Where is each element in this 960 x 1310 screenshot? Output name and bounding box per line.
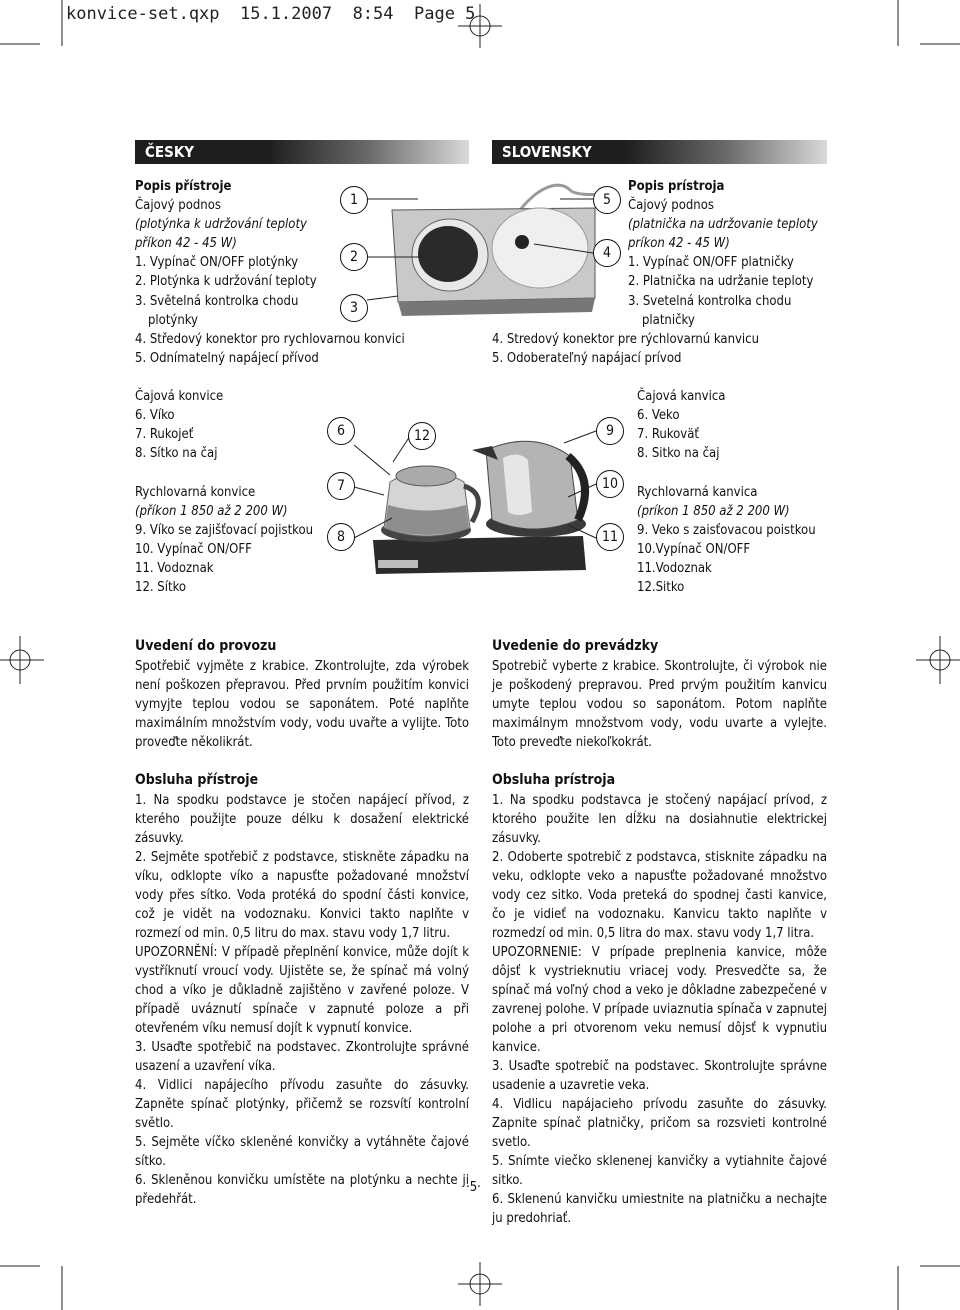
list-item: (platnička na udržovanie teploty bbox=[628, 217, 818, 233]
list-item: 10.Vypínač ON/OFF bbox=[637, 542, 751, 558]
kettle-parts-sk bbox=[637, 483, 816, 598]
list-item: 7. Rukoväť bbox=[637, 427, 699, 443]
instruction-paragraph: 5. Snímte viečko sklenenej kanvičky a vytiahnite čajové sitko. bbox=[492, 1154, 827, 1188]
callout-9: 9 bbox=[596, 417, 624, 445]
list-item: příkon 42 - 45 W) bbox=[135, 236, 237, 252]
language-label: ČESKY bbox=[145, 143, 195, 161]
instruction-paragraph: 2. Odoberte spotrebič z podstavca, stisknite západku na veku, odklopte veko a napusťte požadované množstvo vody cez sitko. Voda preteká do spodnej časti kanvice, čo je vidieť na vodoznaku. Kanvicu takto naplňte v rozmedzí od min. 0,5 litra do max. stavu vody 1,7 litra. bbox=[492, 850, 827, 941]
setup-section-cs bbox=[135, 637, 469, 752]
callout-6: 6 bbox=[327, 417, 355, 445]
setup-text: Spotřebič vyjměte z krabice. Zkontrolujte, zda výrobek není poškozen přepravou. Před prvním použitím konvici vymyjte teplou vodou se saponátem. Poté naplňte maximálním množstvím vody, vodu uvařte a vylijte. Toto proveďte několikrát. bbox=[135, 659, 469, 750]
instruction-paragraph: 1. Na spodku podstavce je stočen napájecí přívod, z kterého použijte pouze délku k dosažení elektrické zásuvky. bbox=[135, 793, 469, 846]
list-item: 3. Světelná kontrolka chodu bbox=[135, 293, 299, 309]
list-item: 4. Středový konektor pro rychlovarnou konvici bbox=[135, 331, 405, 347]
list-item: 1. Vypínač ON/OFF platničky bbox=[628, 255, 794, 271]
instruction-paragraph: 2. Sejměte spotřebič z podstavce, stiskněte západku na víku, odklopte víko a napusťte požadované množství vody přes sítko. Voda protéká do spodní části konvice, což je vidět na vodoznaku. Konvici takto naplňte v rozmezí od min. 0,5 litru do max. stavu vody 1,7 litru. bbox=[135, 850, 469, 941]
instruction-paragraph: 3. Usaďte spotrebič na podstavec. Skontrolujte správne usadenie a uzavretie veka. bbox=[492, 1059, 827, 1093]
list-item: Čajová kanvica bbox=[637, 389, 726, 404]
instruction-paragraph: 3. Usaďte spotřebič na podstavec. Zkontrolujte správné usazení a uzavření víka. bbox=[135, 1040, 469, 1074]
list-item: 3. Svetelná kontrolka chodu bbox=[628, 293, 792, 309]
section-heading: Popis prístroja bbox=[628, 179, 725, 194]
list-item: 5. Odoberateľný napájací prívod bbox=[492, 351, 682, 367]
list-item: 5. Odnímatelný napájecí přívod bbox=[135, 350, 319, 366]
list-item: 2. Plotýnka k udržování teploty bbox=[135, 274, 317, 290]
list-item: 6. Veko bbox=[637, 408, 680, 424]
instruction-paragraph: 1. Na spodku podstavca je stočený napájací prívod, z ktorého použite len dĺžku na dosiahnutie elektrickej zásuvky. bbox=[492, 793, 827, 846]
list-item: Čajový podnos bbox=[135, 198, 221, 214]
instruction-paragraph: 5. Sejměte víčko skleněné konvičky a vytáhněte čajové sítko. bbox=[135, 1135, 469, 1169]
list-item: Rychlovarná konvice bbox=[135, 485, 256, 500]
list-item: 2. Platnička na udržanie teploty bbox=[628, 274, 814, 290]
list-item: 11. Vodoznak bbox=[135, 561, 214, 577]
list-item: 7. Rukojeť bbox=[135, 427, 194, 443]
operation-section-cs bbox=[135, 771, 469, 1209]
callout-8: 8 bbox=[327, 523, 355, 551]
language-label: SLOVENSKY bbox=[502, 143, 592, 161]
instruction-paragraph: 4. Vidlici napájecího přívodu zasuňte do zásuvky. Zapněte spínač plotýnky, přičemž se rozsvítí kontrolní světlo. bbox=[135, 1078, 469, 1131]
instruction-paragraph: 6. Sklenenú kanvičku umiestnite na platničku a nechajte ju predohriať. bbox=[492, 1192, 827, 1226]
teapot-parts-cs bbox=[135, 387, 223, 463]
page-number: ·5· bbox=[466, 1180, 481, 1195]
list-item: 9. Veko s zaisťovacou poistkou bbox=[637, 523, 816, 539]
section-heading: Uvedení do provozu bbox=[135, 638, 277, 654]
list-item: príkon 42 - 45 W) bbox=[628, 236, 730, 252]
list-item: Čajový podnos bbox=[628, 198, 714, 214]
list-item: plotýnky bbox=[148, 312, 198, 328]
list-item: Rychlovarná kanvica bbox=[637, 485, 758, 500]
instruction-paragraph: 6. Skleněnou konvičku umístěte na plotýnku a nechte ji předehřát. bbox=[135, 1173, 469, 1207]
callout-3: 3 bbox=[340, 294, 368, 322]
list-item: 4. Stredový konektor pre rýchlovarnú kanvicu bbox=[492, 332, 760, 347]
instruction-paragraph: UPOZORNĚNÍ: V případě přeplnění konvice, může dojít k vystříknutí vroucí vody. Ujistěte se, že spínač má volný chod a víko je důkladně zajištěno v zavřené poloze. V případě uváznutí spínače v zapnuté poloze a při otevřeném víku nemusí dojít k vypnutí konvice. bbox=[135, 945, 469, 1036]
list-item: 11.Vodoznak bbox=[637, 561, 712, 577]
list-item: 9. Víko se zajišťovací pojistkou bbox=[135, 523, 314, 539]
list-item: 12.Sitko bbox=[637, 580, 685, 596]
callout-12: 12 bbox=[408, 422, 436, 450]
instruction-paragraph: UPOZORNENIE: V prípade preplnenia kanvice, môže dôjsť k vystrieknutiu vriacej vody. Presvedčte sa, že spínač má voľný chod a veko je dôkladne zabezpečené v zavrenej polohe. V prípade uviaznutia spínača v zapnutej polohe a pri otvorenom veku nemusí dôjsť k vypnutiu kanvice. bbox=[492, 945, 827, 1055]
callout-4: 4 bbox=[593, 239, 621, 267]
list-item: Čajová konvice bbox=[135, 389, 224, 404]
section-heading: Uvedenie do prevádzky bbox=[492, 638, 659, 654]
callout-5: 5 bbox=[593, 186, 621, 214]
callout-7: 7 bbox=[327, 472, 355, 500]
list-item: 8. Sitko na čaj bbox=[637, 446, 720, 462]
setup-section-sk bbox=[492, 637, 827, 752]
section-heading: Obsluha přístroje bbox=[135, 772, 259, 788]
list-item: (plotýnka k udržování teploty bbox=[135, 217, 307, 233]
list-item: (příkon 1 850 až 2 200 W) bbox=[135, 504, 288, 520]
callout-11: 11 bbox=[596, 523, 624, 551]
list-item: 6. Víko bbox=[135, 408, 175, 424]
list-item: 12. Sítko bbox=[135, 580, 187, 596]
header-slug: konvice-set.qxp 15.1.2007 8:54 Page 5 bbox=[66, 4, 476, 24]
setup-text: Spotrebič vyberte z krabice. Skontrolujte, či výrobok nie je poškodený prepravou. Pred prvým použitím kanvicu umyte teplou vodou so saponátom. Potom naplňte maximálnym množstvom vody, vodu uvarte a vylejte. Toto preveďte niekoľkokrát. bbox=[492, 659, 827, 750]
teapot-parts-sk bbox=[637, 387, 725, 463]
list-item: 8. Sítko na čaj bbox=[135, 446, 218, 462]
section-heading: Obsluha prístroja bbox=[492, 772, 616, 788]
section-heading: Popis přístroje bbox=[135, 179, 232, 194]
list-item: (príkon 1 850 až 2 200 W) bbox=[637, 504, 790, 520]
list-item: 1. Vypínač ON/OFF plotýnky bbox=[135, 255, 299, 271]
callout-2: 2 bbox=[340, 243, 368, 271]
list-item: 10. Vypínač ON/OFF bbox=[135, 542, 252, 558]
callout-1: 1 bbox=[340, 186, 368, 214]
kettle-parts-cs bbox=[135, 483, 313, 598]
instruction-paragraph: 4. Vidlicu napájacieho prívodu zasuňte do zásuvky. Zapnite spínač platničky, pričom sa rozsvieti kontrolné svetlo. bbox=[492, 1097, 827, 1150]
callout-10: 10 bbox=[596, 470, 624, 498]
operation-section-sk bbox=[492, 771, 827, 1228]
list-item: platničky bbox=[642, 312, 695, 328]
